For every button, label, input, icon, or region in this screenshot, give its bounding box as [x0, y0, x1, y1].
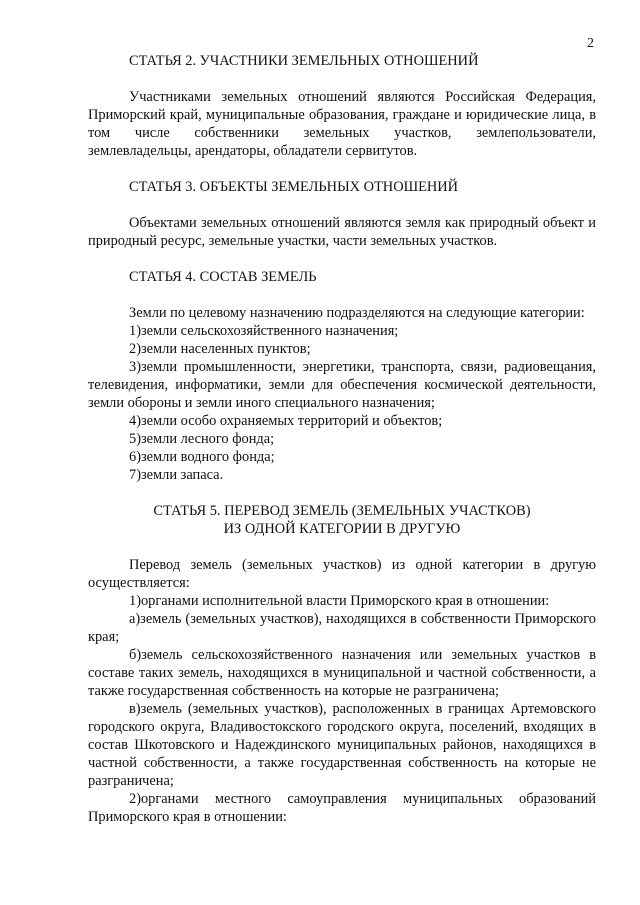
article-4-intro: Земли по целевому назначению подразделяются на следующие категории:	[129, 305, 585, 321]
list-item: 4)земли особо охраняемых территорий и объектов;	[129, 413, 443, 429]
list-item: 1)органами исполнительной власти Приморского края в отношении:	[129, 593, 550, 609]
article-2-heading: СТАТЬЯ 2. УЧАСТНИКИ ЗЕМЕЛЬНЫХ ОТНОШЕНИЙ	[129, 53, 479, 69]
article-5-heading-line-2: ИЗ ОДНОЙ КАТЕГОРИИ В ДРУГУЮ	[223, 521, 461, 537]
list-item: 1)земли сельскохозяйственного назначения;	[129, 323, 399, 339]
list-item: 2)земли населенных пунктов;	[129, 341, 311, 357]
article-2-text: Участниками земельных отношений являются Российская Федерация, Приморский край, муниципальные образования, граждане и юридические лица, в том числе собственники земельных участков, землепользователи, землевладельцы, арендаторы, обладатели сервитутов.	[88, 89, 596, 159]
article-3-text: Объектами земельных отношений являются земля как природный объект и природный ресурс, земельные участки, части земельных участков.	[88, 215, 596, 249]
list-item: а)земель (земельных участков), находящихся в собственности Приморского края;	[88, 611, 596, 645]
list-item: б)земель сельскохозяйственного назначения или земельных участков в составе таких земель, находящихся в муниципальной и частной собственности, а также государственная собственность на которые не разграничена;	[88, 647, 596, 699]
article-5-heading-line-1: СТАТЬЯ 5. ПЕРЕВОД ЗЕМЕЛЬ (ЗЕМЕЛЬНЫХ УЧАСТКОВ)	[153, 503, 531, 519]
article-3-heading: СТАТЬЯ 3. ОБЪЕКТЫ ЗЕМЕЛЬНЫХ ОТНОШЕНИЙ	[129, 179, 459, 195]
document-body	[88, 52, 596, 826]
article-5-intro: Перевод земель (земельных участков) из одной категории в другую осуществляется:	[88, 557, 596, 591]
article-4-heading: СТАТЬЯ 4. СОСТАВ ЗЕМЕЛЬ	[129, 269, 317, 285]
list-item: 5)земли лесного фонда;	[129, 431, 275, 447]
list-item: в)земель (земельных участков), расположенных в границах Артемовского городского округа, Владивостокского городского округа, поселений, входящих в состав Шкотовского и Надеждинского муниципальных районов, находящихся в частной собственности, а также государственная собственность на которые не разграничена;	[88, 701, 596, 789]
list-item: 3)земли промышленности, энергетики, транспорта, связи, радиовещания, телевидения, информатики, земли для обеспечения космической деятельности, земли обороны и земли иного специального назначения;	[88, 359, 596, 411]
list-item: 6)земли водного фонда;	[129, 449, 275, 465]
list-item: 2)органами местного самоуправления муниципальных образований Приморского края в отношении:	[88, 791, 596, 825]
page-number: 2	[587, 36, 594, 51]
article-5-heading	[88, 502, 596, 538]
list-item: 7)земли запаса.	[129, 467, 224, 483]
